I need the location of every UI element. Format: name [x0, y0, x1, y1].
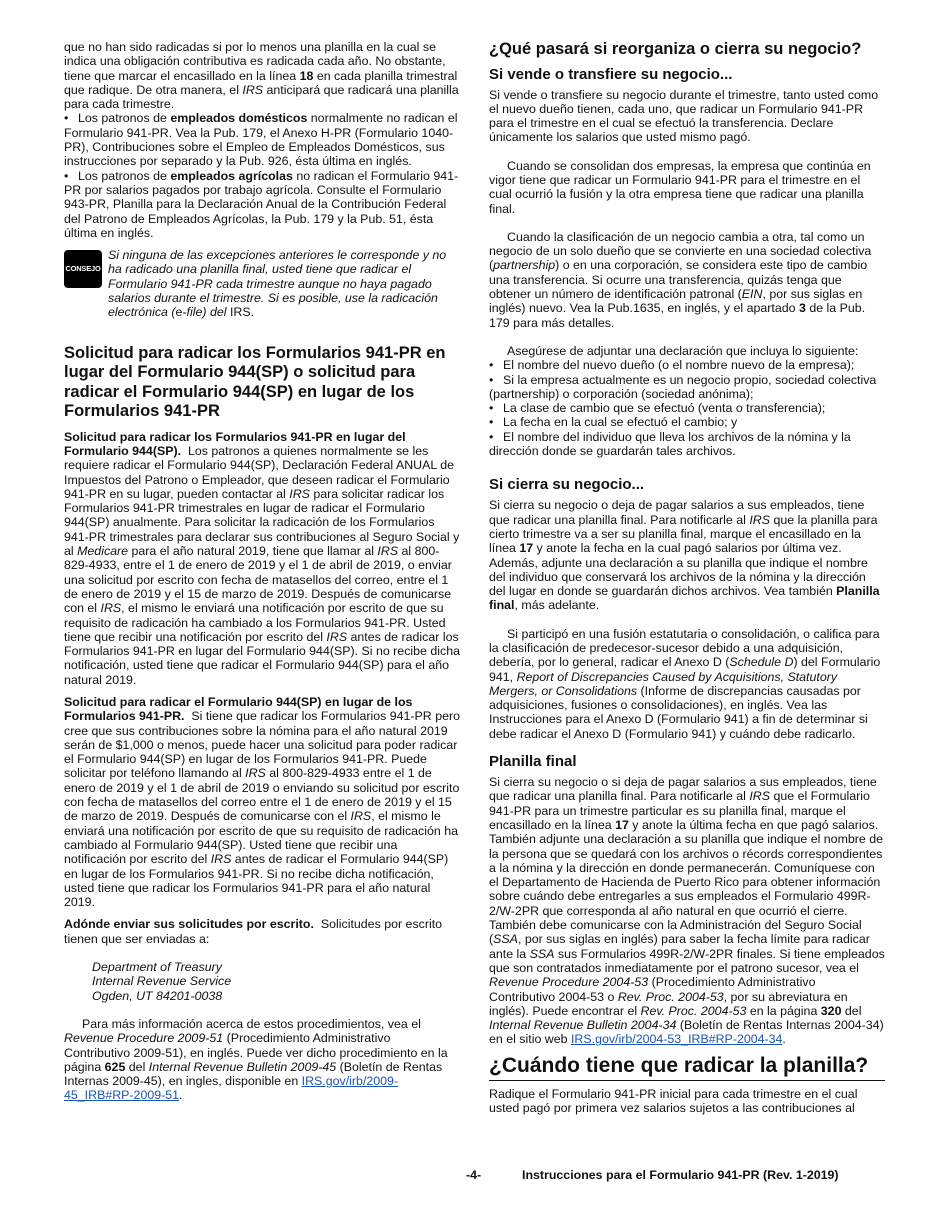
bullet-agricultural: • Los patronos de empleados agrícolas no radican el Formulario 941-PR por salarios pagados por trabajo agrícola. Consulte el Formulario 943-PR, Planilla para la Declaración Anual de la Contribución Federal del Patrono de Empleados Agrícolas, la Pub. 179 y la Pub. 51, ésta última en inglés.	[64, 169, 460, 240]
left-column	[64, 40, 460, 1103]
paragraph-solicitud-944: Solicitud para radicar el Formulario 944(SP) en lugar de los Formularios 941-PR. Si tiene que radicar los Formularios 941-PR pero cree que sus contribuciones sobre la nómina para el año natural 2019 serán de $1,000 o menos, puede hacer una solicitud para poder radicar el Formulario 944(SP) en lugar de los Formularios 941-PR. Puede solicitar por teléfono llamando al IRS al 800-829-4933 entre el 1 de enero de 2019 y el 1 de abril de 2019 o enviando su solicitud por escrito con fecha de matasellos del correo entre el 1 de enero de 2019 y el 15 de marzo de 2019. Después de comunicarse con el IRS, el mismo le enviará una notificación por escrito de que su requisito de radicación ha cambiado al Formulario 944(SP). Usted tiene que recibir una notificación por escrito del IRS antes de radicar el Formulario 944(SP) en lugar de los Formularios 941-PR. Si no recibe dicha notificación, usted tiene que radicar los Formularios 941-PR para el año natural 2019.	[64, 694, 460, 910]
list-item: • El nombre del individuo que lleva los archivos de la nómina y la dirección donde se guardarán tales archivos.	[489, 430, 885, 459]
paragraph-adjuntar: Asegúrese de adjuntar una declaración que incluya lo siguiente:	[507, 343, 859, 358]
subheading-cierra: Si cierra su negocio...	[489, 476, 645, 494]
bullet-domestic: • Los patronos de empleados domésticos normalmente no radican el Formulario 941-PR. Vea la Pub. 179, el Anexo H-PR (Formulario 1040-PR), Contribuciones sobre el Empleo de Empleados Domésticos, sus instrucciones por separado y la Pub. 926, ésta última en inglés.	[64, 111, 460, 168]
paragraph-clasificacion: Cuando la clasificación de un negocio cambia a otra, tal como un negocio de un solo dueño que se convierte en una sociedad colectiva (partnership) o en una corporación, se considera este tipo de cambio una transferencia. Si ocurre una transferencia, quizás tenga que obtener un número de identificación patronal (EIN, por sus siglas en inglés) nuevo. Vea la Pub.1635, en inglés, y el apartado 3 de la Pub. 179 para más detalles.	[489, 229, 872, 330]
paragraph-adonde: Adónde enviar sus solicitudes por escrito. Solicitudes por escrito tienen que ser enviadas a:	[64, 917, 443, 946]
link-rp-2004-34[interactable]: IRS.gov/irb/2004-53_IRB#RP-2004-34	[570, 1032, 783, 1047]
tip-text: Si ninguna de las excepciones anteriores le corresponde y no ha radicado una planilla final, usted tiene que radicar el Formulario 941-PR cada trimestre aunque no haya pagado salarios durante el trimestre. Si es posible, use la radicación electrónica (e-file) del IRS.	[108, 248, 447, 320]
heading-reorganiza: ¿Qué pasará si reorganiza o cierra su negocio?	[489, 40, 862, 58]
subheading-planilla-final: Planilla final	[489, 753, 577, 771]
paragraph-planilla-final: Si cierra su negocio o si deja de pagar salarios a sus empleados, tiene que radicar una planilla final. Para notificarle al IRS que el Formulario 941-PR para un trimestre particular es su planilla final, marque el encasillado en la línea 17 y anote la última fecha en que pagó salarios. También adjunte una declaración a su planilla que indique el nombre de la persona que se quedará con los archivos o récords correspondientes a la nómina y la dirección en donde permanecerán. Comuníquese con el Departamento de Hacienda de Puerto Rico para obtener información sobre cuándo debe entregarles a sus empleados el Formulario 499R-2/W-2PR que corresponda al año natural en que ocurrió el cierre. También debe comunicarse con la Administración del Seguro Social (SSA, por sus siglas en inglés) para saber la fecha límite para radicar ante la SSA sus Formularios 499R-2/W-2PR finales. Si tiene empleados que son contratados inmediatamente por el patrono sucesor, vea el Revenue Procedure 2004-53 (Procedimiento Administrativo Contributivo 2004-53 o Rev. Proc. 2004-53, por su abreviatura en inglés). Puede encontrar el Rev. Proc. 2004-53 en la página 320 del Internal Revenue Bulletin 2004-34 (Boletín de Rentas Internas 2004-34) en el sitio web IRS.gov/irb/2004-53_IRB#RP-2004-34.	[489, 775, 885, 1047]
subheading-vende: Si vende o transfiere su negocio...	[489, 65, 733, 83]
mailing-address: Department of Treasury Internal Revenue Service Ogden, UT 84201-0038	[92, 960, 232, 1003]
right-column	[489, 40, 885, 1115]
paragraph-intro: que no han sido radicadas si por lo menos una planilla en la cual se indica una obligación contributiva es radicada cada año. No obstante, tiene que marcar el encasillado en la línea 18 en cada planilla trimestral que radique. De otra manera, el IRS anticipará que radicará una planilla para cada trimestre.	[64, 40, 459, 112]
consejo-icon: CONSEJO	[64, 250, 102, 288]
footer-title: Instrucciones para el Formulario 941-PR (Rev. 1-2019)	[522, 1168, 839, 1182]
page-number: -4-	[466, 1168, 482, 1182]
list-item: • La clase de cambio que se efectuó (venta o transferencia);	[489, 401, 885, 415]
paragraph-solicitud-941: Solicitud para radicar los Formularios 941-PR en lugar del Formulario 944(SP). Los patronos a quienes normalmente se les requiere radicar el Formulario 944(SP), Declaración Federal ANUAL de Impuestos del Patrono o Empleador, que deseen radicar el Formulario 941-PR en su lugar, pueden contactar al IRS para solicitar radicar los Formularios 941-PR trimestrales en lugar de radicar el Formulario 944(SP) anualmente. Para solicitar la radicación de los Formularios 941-PR trimestrales para declarar sus contribuciones al Seguro Social y al Medicare para el año natural 2019, tiene que llamar al IRS al 800-829-4933, entre el 1 de enero de 2019 y el 1 de abril de 2019, o enviar una solicitud por escrito con fecha de matasellos del correo, entre el 1 de enero de 2019 y el 15 de marzo de 2019. Después de comunicarse con el IRS, el mismo le enviará una notificación por escrito de que su requisito de radicación ha cambiado a los Formularios 941-PR. Usted tiene que recibir una notificación por escrito del IRS antes de radicar los Formularios 941-PR en lugar del Formulario 944(SP). Si no recibe dicha notificación, usted tiene que radicar el Formulario 944(SP) para el año natural 2019.	[64, 429, 460, 687]
link-rp-2009-51[interactable]: IRS.gov/irb/2009-45_IRB#RP-2009-51	[64, 1074, 399, 1103]
paragraph-cierra: Si cierra su negocio o deja de pagar salarios a sus empleados, tiene que radicar una planilla final. Para notificarle al IRS que la planilla para cierto trimestre va a ser su planilla final, marque el encasillado en la línea 17 y anote la fecha en la cual pagó salarios por última vez. Además, adjunte una declaración a su planilla que indique el nombre del individuo que conservará los archivos de la nómina y la dirección del lugar en donde se guardarán dichos archivos. Vea también Planilla final, más adelante.	[489, 498, 880, 613]
list-item: • La fecha en la cual se efectuó el cambio; y	[489, 415, 885, 429]
paragraph-fusion: Si participó en una fusión estatutaria o consolidación, o califica para la clasificación de predecesor-sucesor debido a una adquisición, debería, por lo general, radicar el Anexo D (Schedule D) del Formulario 941, Report of Discrepancies Caused by Acquisitions, Statutory Mergers, or Consolidations (Informe de discrepancias causadas por adquisiciones, fusiones o consolidaciones), en inglés. Vea las Instrucciones para el Anexo D (Formulario 941) a fin de determinar si debe radicar el Anexo D (Formulario 941) y cuándo debe radicarlo.	[489, 626, 881, 741]
list-item: • Si la empresa actualmente es un negocio propio, sociedad colectiva (partnership) o corporación (sociedad anónima);	[489, 373, 885, 402]
paragraph-radique: Radique el Formulario 941-PR inicial para cada trimestre en el cual usted pagó por primera vez salarios sujetos a las contribuciones al	[489, 1086, 858, 1116]
tip-box	[64, 248, 460, 319]
paragraph-consolidan: Cuando se consolidan dos empresas, la empresa que continúa en vigor tiene que radicar un Formulario 941-PR para el trimestre en el cual ocurrió la fusión y la otra empresa tiene que radicar una planilla final.	[489, 158, 871, 216]
list-item: • El nombre del nuevo dueño (o el nombre nuevo de la empresa);	[489, 358, 885, 372]
paragraph-vende: Si vende o transfiere su negocio durante el trimestre, tanto usted como el nuevo dueño tienen, cada uno, que radicar un Formulario 941-PR para el trimestre en el cual se efectuó la transferencia. Declare únicamente los salarios que usted mismo pagó.	[489, 87, 879, 145]
paragraph-mas-info: Para más información acerca de estos procedimientos, vea el Revenue Procedure 2009-51 (Procedimiento Administrativo Contributivo 2009-51), en inglés. Puede ver dicho procedimiento en la página 625 del Internal Revenue Bulletin 2009-45 (Boletín de Rentas Internas 2009-45), en ingles, disponible en IRS.gov/irb/2009-45_IRB#RP-2009-51.	[64, 1016, 448, 1103]
section-heading-solicitud: Solicitud para radicar los Formularios 941-PR en lugar del Formulario 944(SP) o solicitud para radicar el Formulario 944(SP) en lugar de los Formularios 941-PR	[64, 343, 446, 421]
heading-cuando: ¿Cuándo tiene que radicar la planilla?	[489, 1053, 885, 1081]
